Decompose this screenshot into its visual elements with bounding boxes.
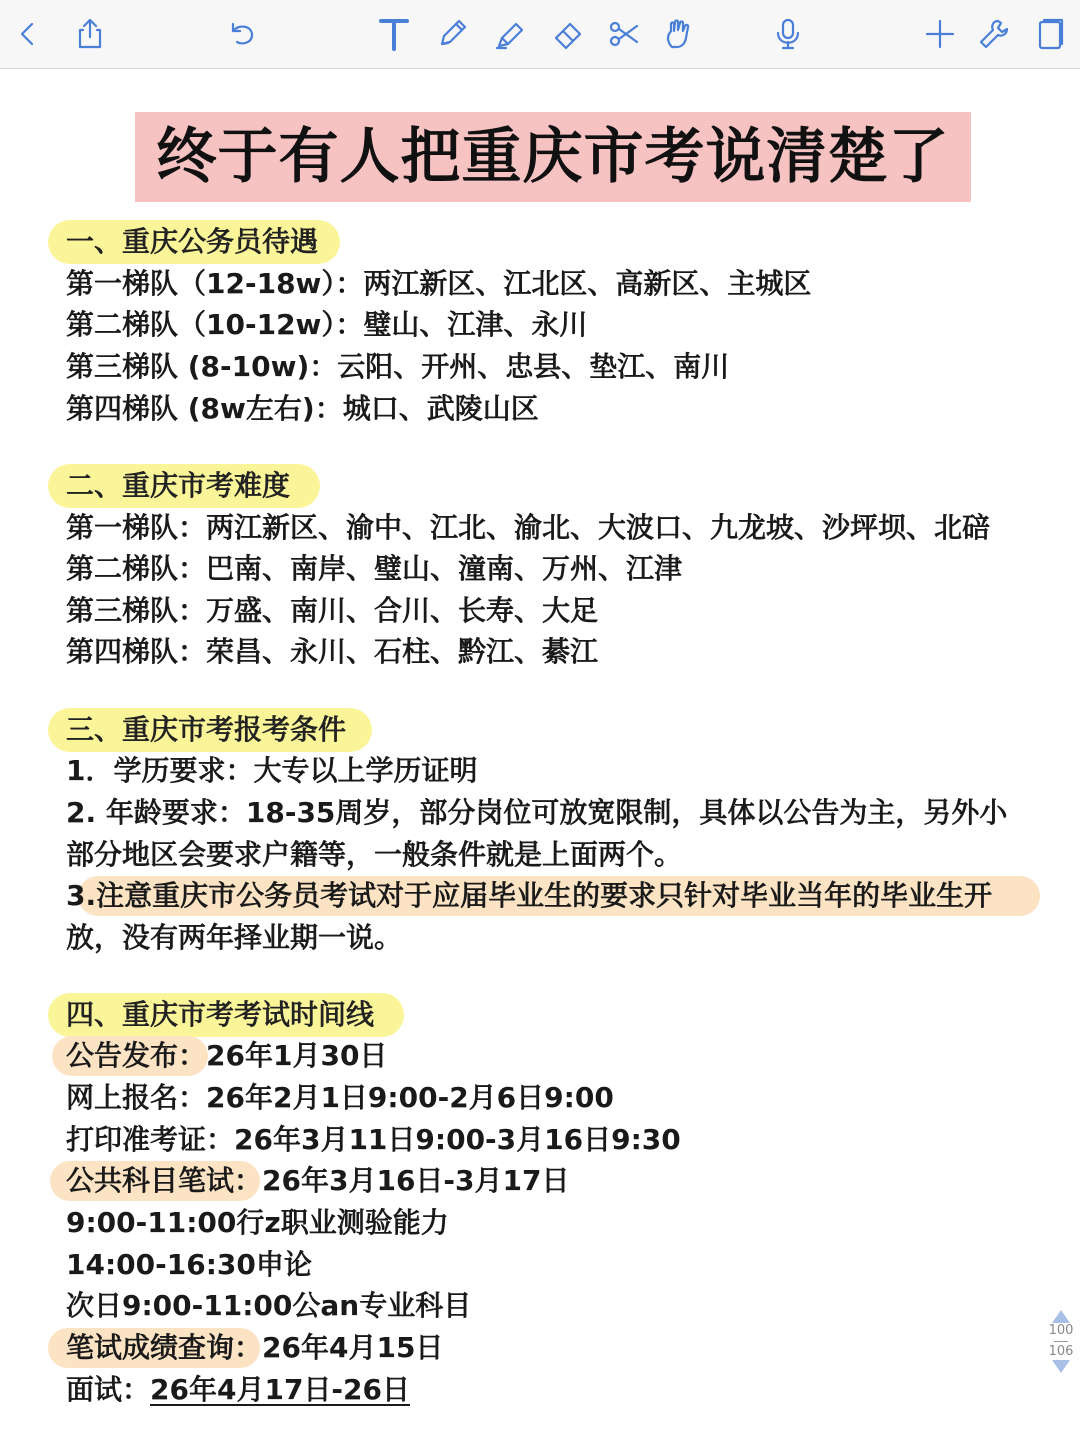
timeline-label: 公共科目笔试： xyxy=(66,1164,263,1197)
timeline-schedule: 次日9:00-11:00公an专业科目 xyxy=(66,1289,472,1322)
page-icon[interactable] xyxy=(1030,14,1070,54)
page-scroller[interactable] xyxy=(1046,1310,1076,1410)
wrench-icon[interactable] xyxy=(974,14,1014,54)
list-item: 第二梯队：巴南、南岸、璧山、潼南、万州、江津 xyxy=(66,552,683,585)
undo-icon[interactable] xyxy=(222,14,262,54)
timeline-written xyxy=(66,1161,570,1201)
current-page: 100 xyxy=(1048,1323,1074,1338)
timeline-value: 26年4月15日 xyxy=(262,1331,444,1364)
timeline-score xyxy=(66,1328,443,1368)
timeline-label: 公告发布： xyxy=(66,1039,207,1072)
section-heading-difficulty: 二、重庆市考难度 xyxy=(66,469,291,502)
section-heading-salary: 一、重庆公务员待遇 xyxy=(66,225,319,258)
list-item: 第一梯队（12-18w）：两江新区、江北区、高新区、主城区 xyxy=(66,267,812,300)
share-icon[interactable] xyxy=(70,14,110,54)
timeline-register: 网上报名：26年2月1日9:00-2月6日9:00 xyxy=(66,1081,614,1114)
add-icon[interactable] xyxy=(920,14,960,54)
total-pages: 106 xyxy=(1048,1344,1074,1359)
list-item: 3.注意重庆市公务员考试对于应届毕业生的要求只针对毕业当年的毕业生开 xyxy=(66,879,993,912)
list-item: 第四梯队：荣昌、永川、石柱、黔江、綦江 xyxy=(66,635,599,668)
pen-icon[interactable] xyxy=(432,14,472,54)
list-item: 第三梯队 (8-10w)：云阳、开州、忠县、垫江、南川 xyxy=(66,350,730,383)
scissors-icon[interactable] xyxy=(604,14,644,54)
annotation-toolbar xyxy=(0,0,1080,69)
text-tool-icon[interactable] xyxy=(374,14,414,54)
timeline-value: 26年4月17日-26日 xyxy=(150,1373,411,1406)
timeline-value: 26年3月16日-3月17日 xyxy=(262,1164,570,1197)
timeline-interview xyxy=(66,1370,410,1410)
list-item: 第二梯队（10-12w）：璧山、江津、永川 xyxy=(66,308,588,341)
page-down-icon[interactable] xyxy=(1052,1360,1070,1373)
timeline-print: 打印准考证：26年3月11日9:00-3月16日9:30 xyxy=(66,1123,681,1156)
list-item: 第四梯队 (8w左右)：城口、武陵山区 xyxy=(66,392,539,425)
list-item: 2. 年龄要求：18-35周岁，部分岗位可放宽限制，具体以公告为主，另外小 xyxy=(66,796,1008,829)
highlighter-icon[interactable] xyxy=(490,14,530,54)
timeline-label: 笔试成绩查询： xyxy=(66,1331,263,1364)
section-heading-requirements: 三、重庆市考报考条件 xyxy=(66,713,347,746)
timeline-label: 面试： xyxy=(66,1373,151,1406)
section-heading-timeline: 四、重庆市考考试时间线 xyxy=(66,998,375,1031)
hand-icon[interactable] xyxy=(658,14,698,54)
microphone-icon[interactable] xyxy=(768,14,808,54)
list-item: 1．学历要求：大专以上学历证明 xyxy=(66,754,478,787)
page-divider xyxy=(1054,1341,1068,1342)
timeline-schedule: 14:00-16:30申论 xyxy=(66,1248,312,1281)
page-up-icon[interactable] xyxy=(1052,1310,1070,1323)
list-item: 放，没有两年择业期一说。 xyxy=(66,921,403,954)
page-title: 终于有人把重庆市考说清楚了 xyxy=(156,122,950,192)
timeline-announce xyxy=(66,1036,387,1076)
timeline-value: 26年1月30日 xyxy=(206,1039,388,1072)
list-item: 部分地区会要求户籍等，一般条件就是上面两个。 xyxy=(66,838,683,871)
list-item: 第三梯队：万盛、南川、合川、长寿、大足 xyxy=(66,594,599,627)
eraser-icon[interactable] xyxy=(548,14,588,54)
back-icon[interactable] xyxy=(8,14,48,54)
list-item: 第一梯队：两江新区、渝中、江北、渝北、大波口、九龙坡、沙坪坝、北碚 xyxy=(66,511,991,544)
timeline-schedule: 9:00-11:00行z职业测验能力 xyxy=(66,1206,449,1239)
